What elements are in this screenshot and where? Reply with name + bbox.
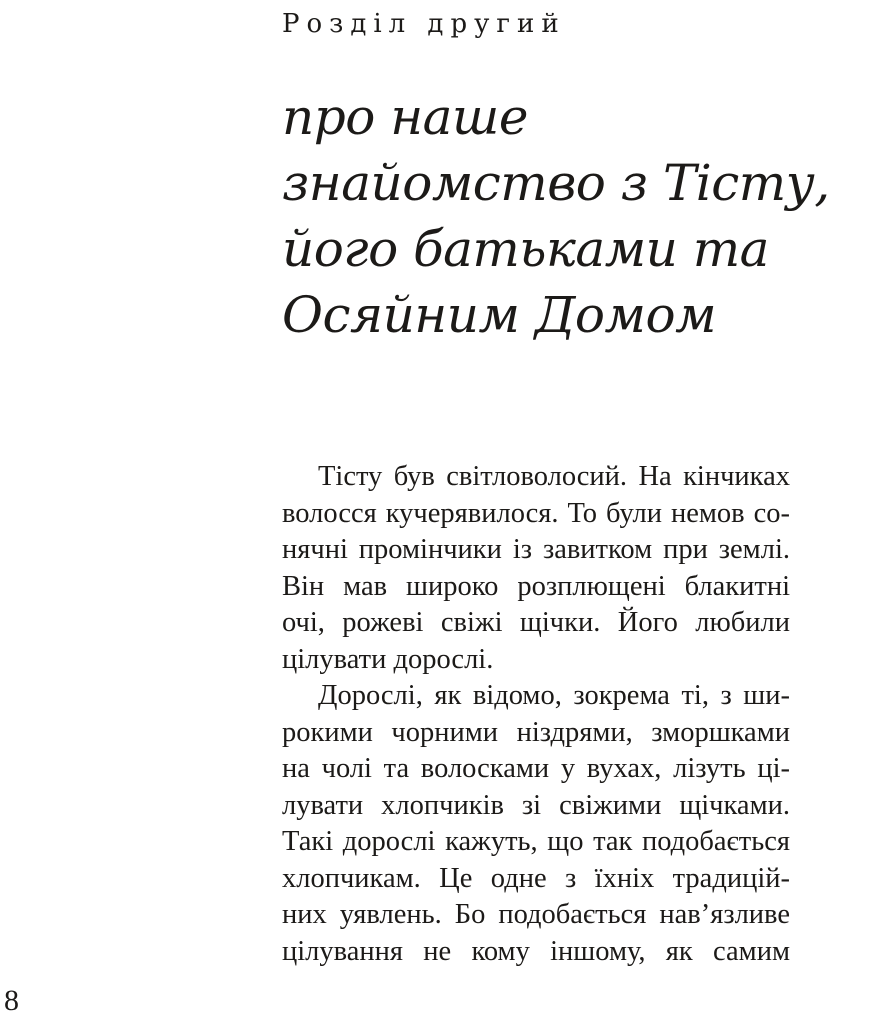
text-line: них уявлень. Бо подобається нав’язливе bbox=[282, 899, 790, 930]
text-line: Дорослі, як відомо, зокрема ті, з ши- bbox=[318, 680, 790, 711]
chapter-title-line: знайомство з Тісту, bbox=[282, 154, 830, 212]
text-line: Тісту був світловолосий. На кінчиках bbox=[318, 461, 790, 492]
text-line: лувати хлопчиків зі свіжими щічками. bbox=[282, 789, 790, 821]
paragraph-1 bbox=[282, 459, 790, 678]
text-line: Такі дорослі кажуть, що так подобається bbox=[282, 826, 790, 857]
text-line: волосся кучерявилося. То були немов со- bbox=[282, 497, 790, 529]
text-line: цілування не кому іншому, як самим bbox=[282, 935, 790, 967]
text-line: рокими чорними ніздрями, зморшками bbox=[282, 716, 790, 748]
chapter-title bbox=[282, 84, 830, 348]
chapter-label: Розділ другий bbox=[282, 9, 566, 39]
chapter-title-line: Осяйним Домом bbox=[282, 286, 717, 344]
text-line: хлопчикам. Це одне з їхніх традицій- bbox=[282, 862, 790, 894]
text-line: на чолі та волосками у вухах, лізуть ці- bbox=[282, 753, 790, 784]
paragraph-2 bbox=[282, 678, 790, 970]
text-line: Він мав широко розплющені блакитні bbox=[282, 570, 790, 602]
text-line: очі, рожеві свіжі щічки. Його любили bbox=[282, 607, 790, 638]
text-line: цілувати дорослі. bbox=[282, 643, 494, 675]
text-line: нячні промінчики із завитком при землі. bbox=[282, 534, 790, 565]
page-number: 8 bbox=[4, 984, 19, 1017]
body-text bbox=[282, 459, 790, 970]
chapter-title-line: про наше bbox=[282, 88, 528, 146]
chapter-title-line: його батьками та bbox=[282, 220, 769, 278]
